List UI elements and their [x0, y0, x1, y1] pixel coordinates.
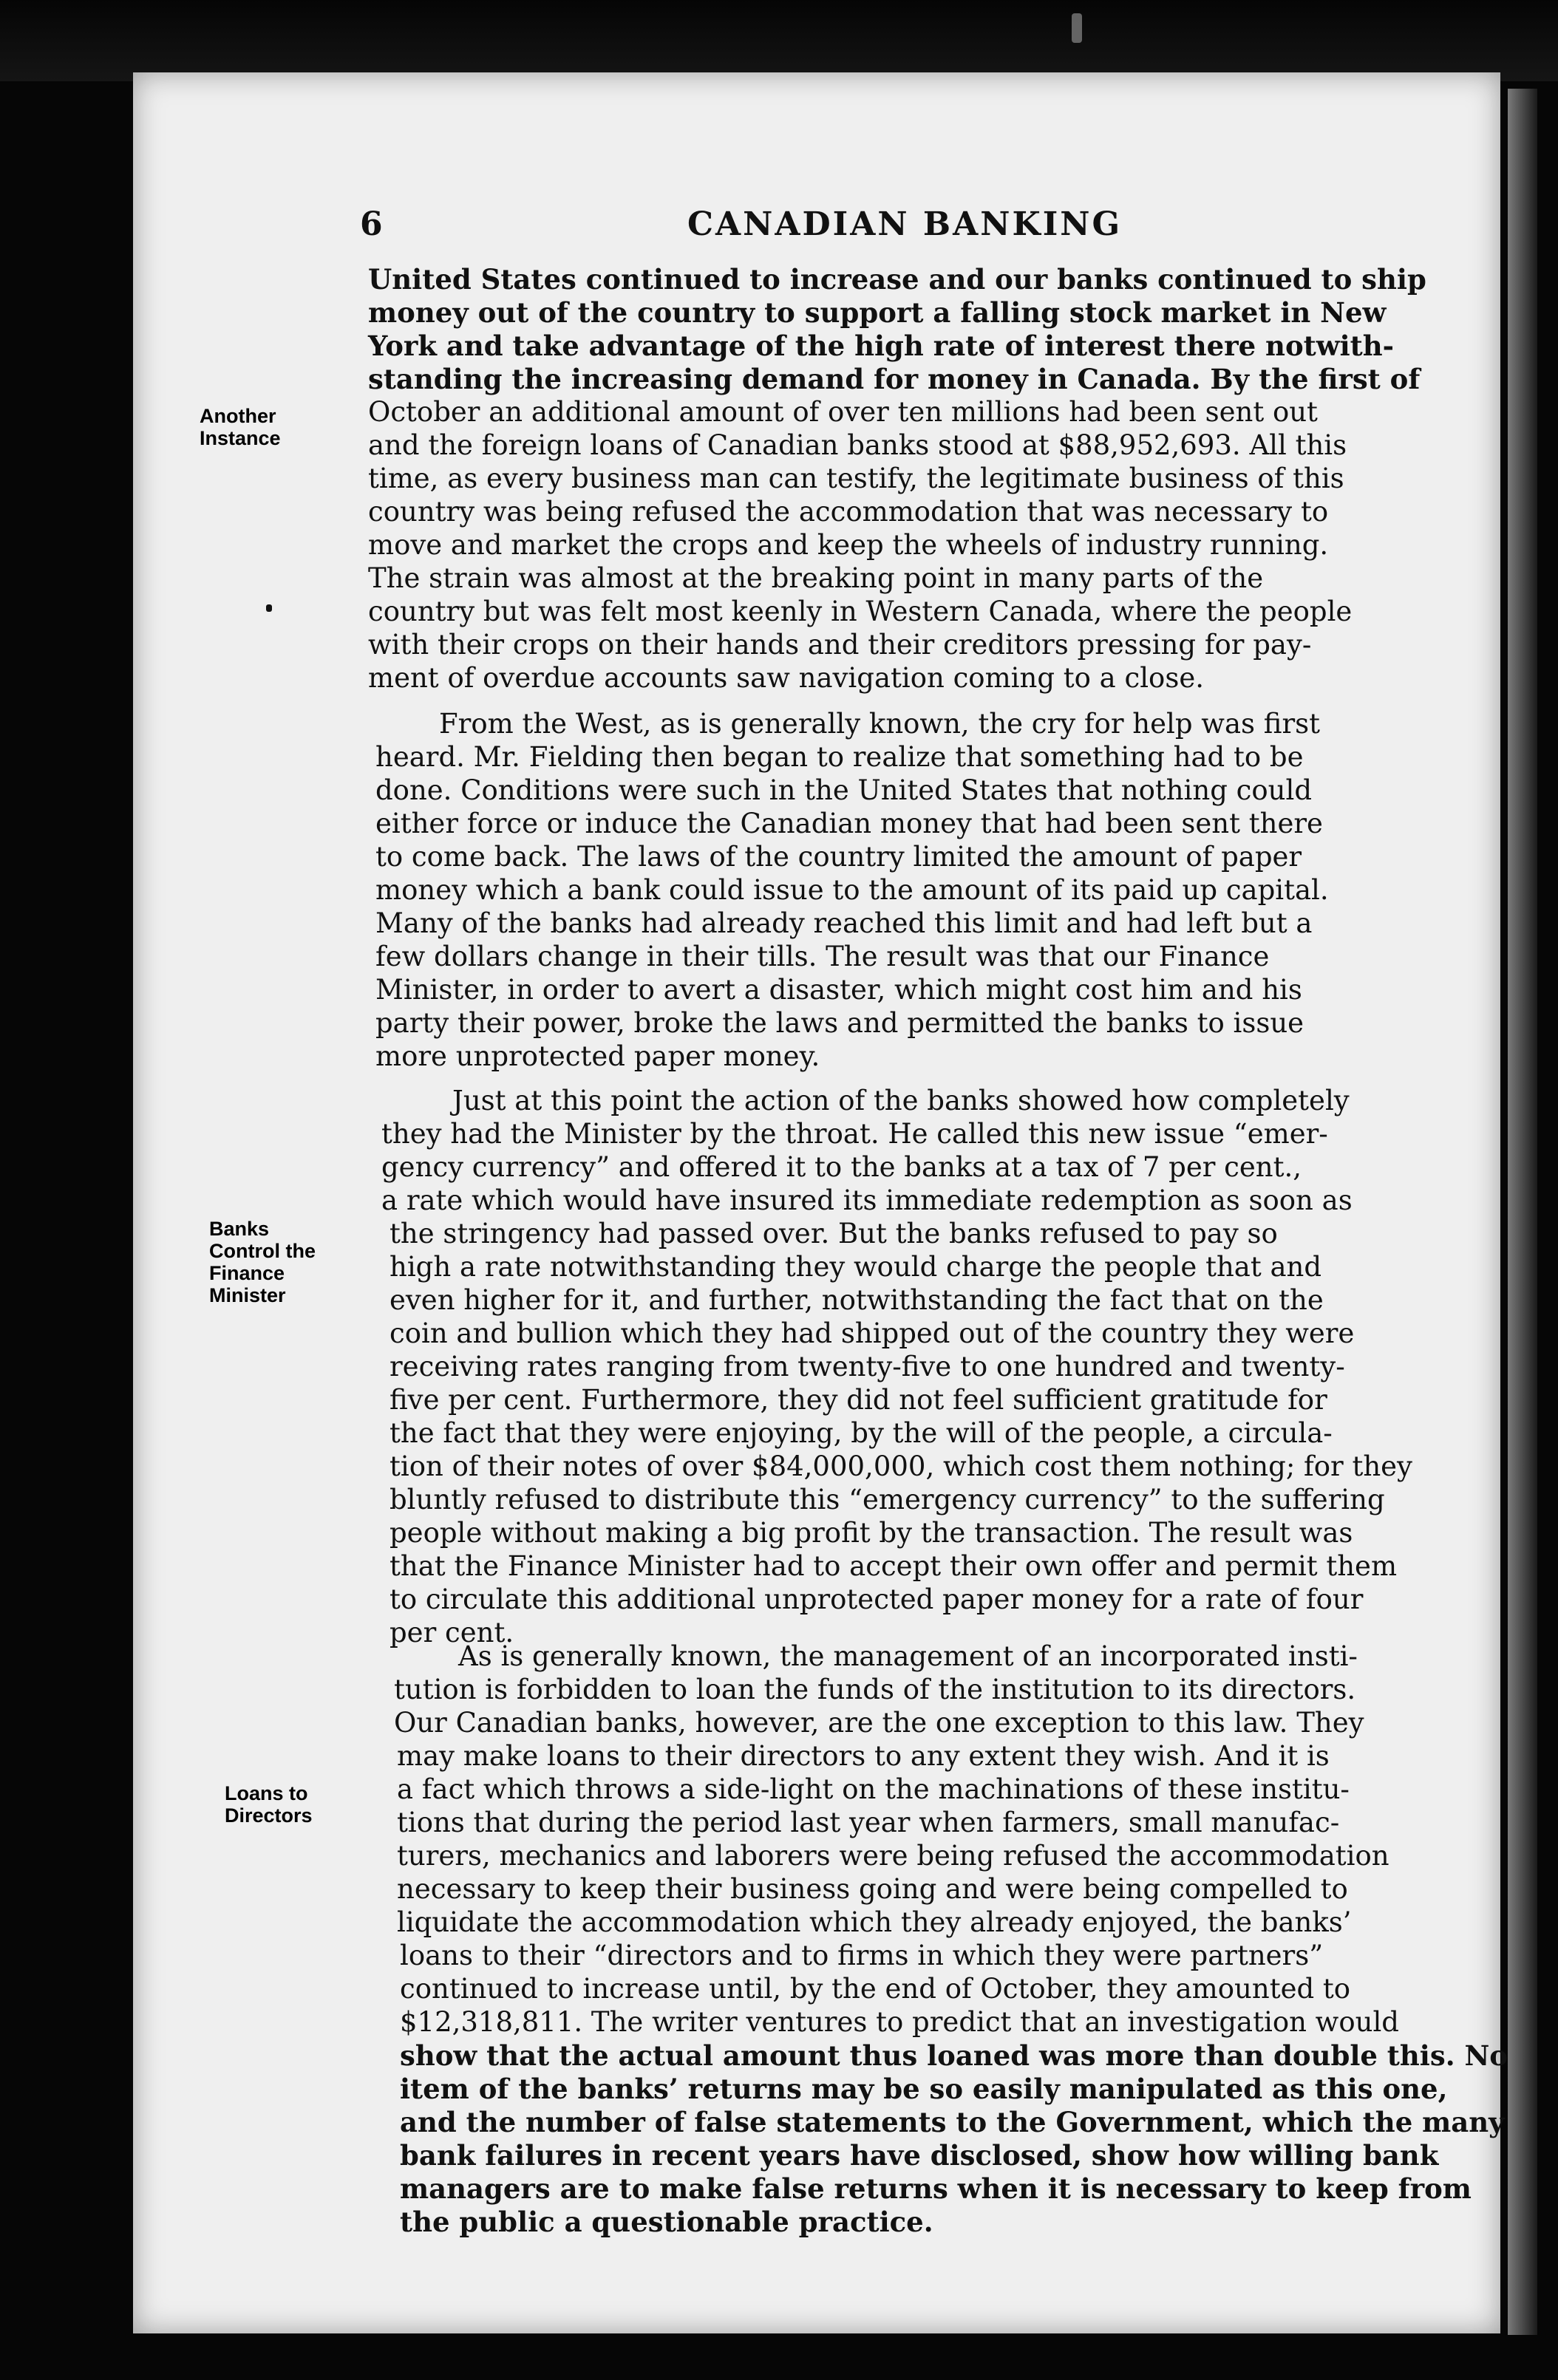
text-line: and the number of false statements to the Government, which the many — [400, 2106, 1505, 2138]
text-line: bank failures in recent years have disclosed, show how willing bank — [400, 2139, 1439, 2172]
margin-note-another-instance — [200, 405, 281, 449]
text-line: time, as every business man can testify, the legitimate business of this — [368, 463, 1344, 494]
margin-note-loans-to-directors — [225, 1782, 313, 1827]
text-line: heard. Mr. Fielding then began to realize that something had to be — [375, 741, 1304, 773]
margin-note-banks-control — [209, 1218, 316, 1306]
text-line: money which a bank could issue to the amount of its paid up capital. — [375, 874, 1329, 906]
margin-note-line: Minister — [209, 1284, 286, 1306]
text-line: to circulate this additional unprotected paper money for a rate of four — [390, 1583, 1364, 1615]
text-line: loans to their “directors and to firms in which they were partners” — [400, 1940, 1324, 1971]
text-line: more unprotected paper money. — [375, 1040, 820, 1072]
margin-note-line: Another — [200, 405, 276, 427]
margin-note-line: Loans to — [225, 1782, 308, 1804]
text-line: country was being refused the accommodation that was necessary to — [368, 496, 1329, 528]
text-line: York and take advantage of the high rate of interest there notwith- — [368, 330, 1394, 362]
text-line: The strain was almost at the breaking point in many parts of the — [368, 562, 1264, 594]
text-line: liquidate the accommodation which they already enjoyed, the banks’ — [397, 1906, 1352, 1938]
text-line: tion of their notes of over $84,000,000, which cost them nothing; for they — [390, 1450, 1412, 1482]
text-line: per cent. — [390, 1617, 514, 1648]
text-line: Our Canadian banks, however, are the one exception to this law. They — [394, 1707, 1364, 1739]
text-line: receiving rates ranging from twenty-five to one hundred and twenty- — [390, 1351, 1345, 1382]
text-line: Many of the banks had already reached this limit and had left but a — [375, 907, 1313, 939]
text-line: to come back. The laws of the country limited the amount of paper — [375, 841, 1302, 873]
text-line: move and market the crops and keep the wheels of industry running. — [368, 529, 1329, 561]
text-line: show that the actual amount thus loaned was more than double this. No — [400, 2039, 1508, 2072]
film-frame-border — [0, 0, 1558, 81]
page-number: 6 — [360, 205, 383, 243]
text-line: From the West, as is generally known, the cry for help was first — [439, 708, 1321, 740]
text-line: October an additional amount of over ten millions had been sent out — [368, 396, 1318, 428]
text-line: may make loans to their directors to any extent they wish. And it is — [397, 1740, 1330, 1772]
text-line: United States continued to increase and our banks continued to ship — [368, 263, 1426, 296]
text-line: five per cent. Furthermore, they did not feel sufficient gratitude for — [390, 1384, 1327, 1416]
text-line: few dollars change in their tills. The result was that our Finance — [375, 941, 1270, 972]
margin-note-line: Banks — [209, 1218, 270, 1240]
text-line: Just at this point the action of the banks showed how completely — [452, 1085, 1350, 1116]
text-line: even higher for it, and further, notwithstanding the fact that on the — [390, 1284, 1324, 1316]
text-line: country but was felt most keenly in Western Canada, where the people — [368, 596, 1353, 627]
text-line: the stringency had passed over. But the banks refused to pay so — [390, 1218, 1278, 1249]
text-line: tions that during the period last year when farmers, small manufac- — [397, 1807, 1340, 1838]
text-line: people without making a big profit by the transaction. The result was — [390, 1517, 1353, 1549]
page-edge-shadow — [1508, 89, 1537, 2335]
text-line: managers are to make false returns when it is necessary to keep from — [400, 2172, 1472, 2205]
text-line: either force or induce the Canadian money that had been sent there — [375, 808, 1323, 839]
text-line: party their power, broke the laws and permitted the banks to issue — [375, 1007, 1304, 1039]
text-line: done. Conditions were such in the United States that nothing could — [375, 774, 1313, 806]
margin-note-line: Control the — [209, 1240, 316, 1262]
text-line: necessary to keep their business going and were being compelled to — [397, 1873, 1348, 1905]
text-line: the fact that they were enjoying, by the will of the people, a circula- — [390, 1417, 1333, 1449]
running-title: CANADIAN BANKING — [687, 205, 1123, 243]
text-line: coin and bullion which they had shipped out of the country they were — [390, 1317, 1355, 1349]
text-line: turers, mechanics and laborers were being refused the accommodation — [397, 1840, 1389, 1872]
margin-note-line: Finance — [209, 1262, 285, 1284]
film-mark — [1072, 13, 1082, 43]
text-line: Minister, in order to avert a disaster, which might cost him and his — [375, 974, 1302, 1006]
text-line: high a rate notwithstanding they would charge the people that and — [390, 1251, 1322, 1283]
margin-note-line: Directors — [225, 1804, 313, 1827]
text-line: the public a questionable practice. — [400, 2206, 933, 2238]
text-line: ment of overdue accounts saw navigation coming to a close. — [368, 662, 1204, 694]
text-line: a rate which would have insured its immediate redemption as soon as — [381, 1184, 1353, 1216]
text-line: with their crops on their hands and their creditors pressing for pay- — [368, 629, 1312, 661]
text-line: a fact which throws a side-light on the machinations of these institu- — [397, 1773, 1350, 1805]
text-line: As is generally known, the management of an incorporated insti- — [458, 1640, 1358, 1672]
text-line: tution is forbidden to loan the funds of the institution to its directors. — [394, 1674, 1356, 1705]
text-line: continued to increase until, by the end of October, they amounted to — [400, 1973, 1351, 2005]
text-line: they had the Minister by the throat. He called this new issue “emer- — [381, 1118, 1328, 1150]
text-line: item of the banks’ returns may be so easily manipulated as this one, — [400, 2073, 1448, 2105]
text-line: that the Finance Minister had to accept their own offer and permit them — [390, 1550, 1398, 1582]
text-line: money out of the country to support a falling stock market in New — [368, 296, 1387, 329]
ink-speck — [266, 604, 272, 612]
text-line: and the foreign loans of Canadian banks stood at $88,952,693. All this — [368, 429, 1347, 461]
text-line: standing the increasing demand for money in Canada. By the first of — [368, 363, 1421, 395]
margin-note-line: Instance — [200, 427, 281, 449]
text-line: gency currency” and offered it to the banks at a tax of 7 per cent., — [381, 1151, 1302, 1183]
text-line: $12,318,811. The writer ventures to predict that an investigation would — [400, 2006, 1399, 2038]
text-line: bluntly refused to distribute this “emergency currency” to the suffering — [390, 1484, 1385, 1515]
